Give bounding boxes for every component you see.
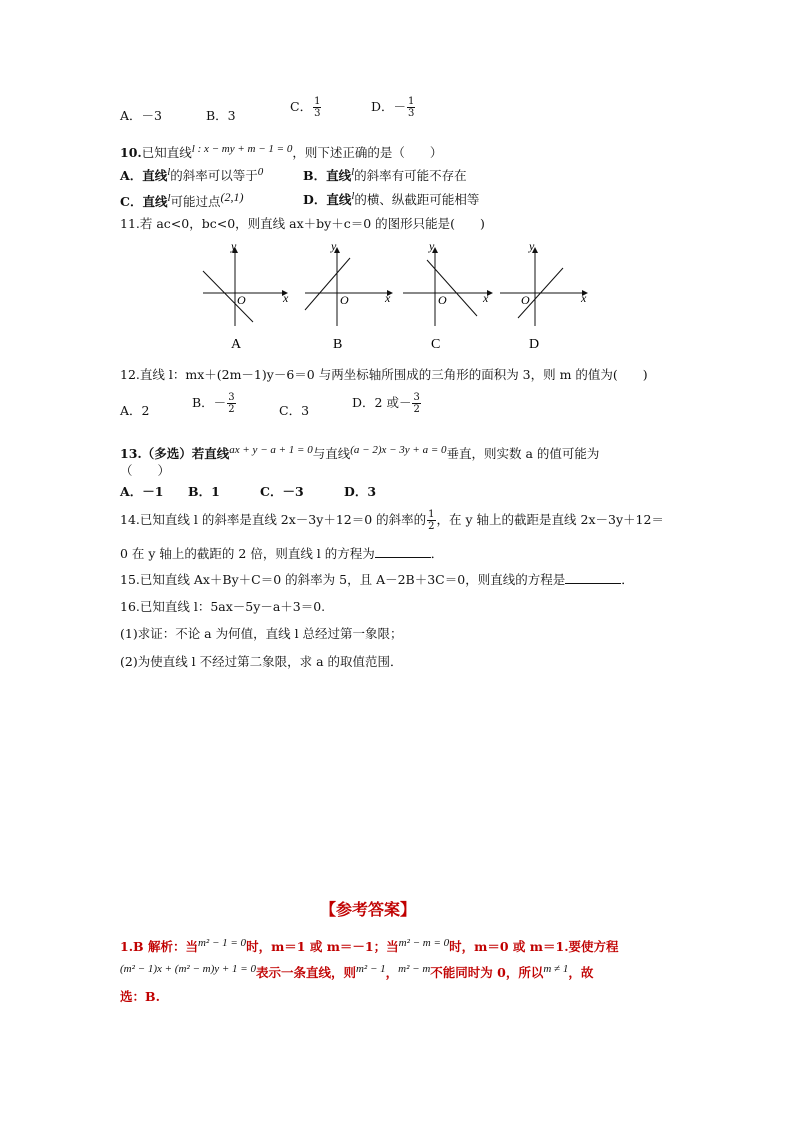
q12-option-c: C．3 [279, 403, 310, 418]
q9-option-d [371, 96, 416, 119]
answer-line2-a: 表示一条直线，则 [255, 965, 356, 981]
q13-paren: （ ） [120, 463, 171, 478]
q10-option-a [120, 166, 263, 184]
graph-d-y-label: y [529, 239, 535, 253]
q13-equation-2: (a − 2)x − 3y + a = 0 [350, 444, 447, 456]
q9-option-b: B．3 [206, 108, 236, 123]
q13-option-c: C．－3 [260, 484, 304, 499]
q14-line1-a: 14.已知直线 l 的斜率是直线 2x－3y＋12＝0 的斜率的 [120, 512, 427, 527]
graph-d-label: D [529, 337, 540, 352]
graph-b-label: B [333, 337, 343, 352]
q10-a-zero: 0 [257, 166, 264, 178]
q9-option-c [290, 96, 322, 119]
answer-line1-b: 时，m＝1 或 m＝－1；当 [246, 939, 399, 955]
q10-d-l: l [351, 190, 355, 202]
graph-b [305, 239, 392, 352]
graph-d-x-label: x [581, 291, 587, 305]
q9-option-c-label: C． [290, 99, 313, 114]
q9-option-d-label: D．－ [371, 99, 407, 114]
q10-b-label: B．直线 [303, 168, 352, 184]
q13-stem [120, 444, 599, 462]
q9-option-d-fraction [407, 96, 415, 119]
q10-c-text: 可能过点 [170, 194, 221, 210]
q12-d-label: D．2 或－ [352, 395, 412, 410]
q14-denominator: 2 [428, 521, 435, 532]
q10-stem-b: ，则下述正确的是（ ） [292, 145, 443, 161]
q10-c-l: l [167, 192, 171, 204]
answer-heading: 【参考答案】 [320, 900, 417, 919]
q14-line-1 [120, 509, 664, 532]
graph-c [403, 239, 492, 352]
q13-option-d: D．3 [344, 484, 377, 499]
graph-c-label: C [431, 337, 441, 352]
q9-c-denominator: 3 [314, 108, 321, 119]
q16-stem: 16.已知直线 l：5ax－5y－a＋3＝0. [120, 599, 326, 614]
q10-b-text: 的斜率有可能不存在 [354, 168, 467, 184]
q10-equation: l : x − my + m − 1 = 0 [191, 143, 293, 155]
q11-stem: 11.若 ac<0，bc<0，则直线 ax＋by＋c＝0 的图形只能是( ) [120, 216, 485, 231]
q10-d-label: D．直线 [303, 192, 352, 208]
q11-graph-options [195, 238, 595, 356]
q10-c-label: C．直线 [120, 194, 168, 210]
q14-answer-blank[interactable] [375, 547, 431, 558]
q10-d-text: 的横、纵截距可能相等 [354, 192, 480, 208]
graph-a-x-label: x [283, 291, 289, 305]
answer-eq-1: m² − 1 = 0 [197, 937, 247, 949]
q14-numerator: 1 [428, 509, 435, 520]
q12-option-d [352, 392, 422, 415]
q14-line-2 [120, 544, 443, 562]
q16-part-2: (2)为使直线 l 不经过第二象限，求 a 的取值范围． [120, 654, 403, 669]
answer-eq-3: (m² − 1)x + (m² − m)y + 1 = 0 [120, 963, 256, 975]
graph-c-origin: O [438, 293, 447, 307]
q10-option-c [120, 190, 244, 210]
q15-end: ． [621, 572, 634, 587]
graph-b-y-label: y [331, 239, 337, 253]
graph-a-origin: O [237, 293, 246, 307]
q12-stem: 12.直线 l：mx＋(2m－1)y－6＝0 与两坐标轴所围成的三角形的面积为 3，则 m 的值为( ) [120, 367, 648, 382]
answer-line1-c: 时，m＝0 或 m＝1.要使方程 [449, 939, 619, 955]
answer-line2-d: ，故 [568, 965, 594, 981]
q13-option-a: A．－1 [120, 484, 164, 499]
q9-d-numerator: 1 [408, 96, 415, 107]
q13-stem-a: 13.（多选）若直线 [120, 446, 230, 462]
q15-text [120, 570, 634, 588]
q9-option-c-fraction [313, 96, 321, 119]
answer-line-2 [120, 963, 593, 981]
q12-b-denominator: 2 [228, 404, 235, 415]
q12-d-numerator: 3 [413, 392, 420, 403]
graph-d-origin: O [521, 293, 530, 307]
graph-c-x-label: x [483, 291, 489, 305]
graph-b-origin: O [340, 293, 349, 307]
q13-stem-b: 与直线 [312, 446, 351, 462]
q13-stem-c: 垂直，则实数 a 的值可能为 [446, 446, 600, 462]
answer-line1-a: 1.B 解析：当 [120, 939, 198, 955]
q12-d-denominator: 2 [413, 404, 420, 415]
q10-stem-a: 已知直线 [141, 145, 192, 161]
q10-stem [120, 143, 442, 161]
q12-option-a: A．2 [120, 403, 150, 418]
q10-a-text: 的斜率可以等于 [170, 168, 258, 184]
graph-a-label: A [231, 337, 242, 352]
q12-option-b [192, 392, 237, 415]
graph-c-y-label: y [429, 239, 435, 253]
q10-a-label: A．直线 [120, 168, 168, 184]
answer-eq-4: m² − 1 [355, 963, 386, 975]
q12-b-numerator: 3 [228, 392, 235, 403]
q15-stem: 15.已知直线 Ax＋By＋C＝0 的斜率为 5，且 A－2B＋3C＝0，则直线的方程是 [120, 572, 566, 587]
answer-eq-2: m² − m = 0 [398, 937, 450, 949]
answer-eq-5: m² − m [398, 963, 431, 975]
q10-a-l: l [167, 166, 171, 178]
q13-equation-1: ax + y − a + 1 = 0 [229, 444, 313, 456]
q14-line2-end: ． [430, 546, 444, 561]
q13-option-b: B．1 [188, 484, 220, 499]
q12-d-fraction [412, 392, 420, 415]
q15-answer-blank[interactable] [565, 573, 621, 584]
q14-line1-b: ，在 y 轴上的截距是直线 2x－3y＋12＝ [436, 512, 664, 527]
q10-option-b [303, 166, 467, 184]
graph-a [203, 239, 289, 352]
graph-a-y-label: y [231, 239, 237, 253]
answer-line2-b: ， [385, 965, 399, 981]
answer-line-1 [120, 937, 619, 955]
graph-b-x-label: x [385, 291, 391, 305]
q16-part-1: (1)求证：不论 a 为何值，直线 l 总经过第一象限； [120, 626, 403, 641]
q9-c-numerator: 1 [314, 96, 321, 107]
q12-b-label: B．－ [192, 395, 227, 410]
answer-line2-c: 不能同时为 0，所以 [430, 965, 544, 981]
answer-eq-6: m ≠ 1 [543, 963, 569, 975]
q10-option-d [303, 190, 479, 208]
q10-b-l: l [351, 166, 355, 178]
q14-fraction [427, 509, 435, 532]
q10-c-point: (2,1) [220, 190, 244, 204]
q10-number: 10. [120, 145, 142, 161]
q12-b-fraction [227, 392, 235, 415]
q14-line2-text: 0 在 y 轴上的截距的 2 倍，则直线 l 的方程为 [120, 546, 375, 561]
answer-line-3: 选：B. [120, 989, 160, 1004]
q9-d-denominator: 3 [408, 108, 415, 119]
graph-d [500, 239, 587, 352]
q9-option-a: A．－3 [120, 108, 162, 123]
